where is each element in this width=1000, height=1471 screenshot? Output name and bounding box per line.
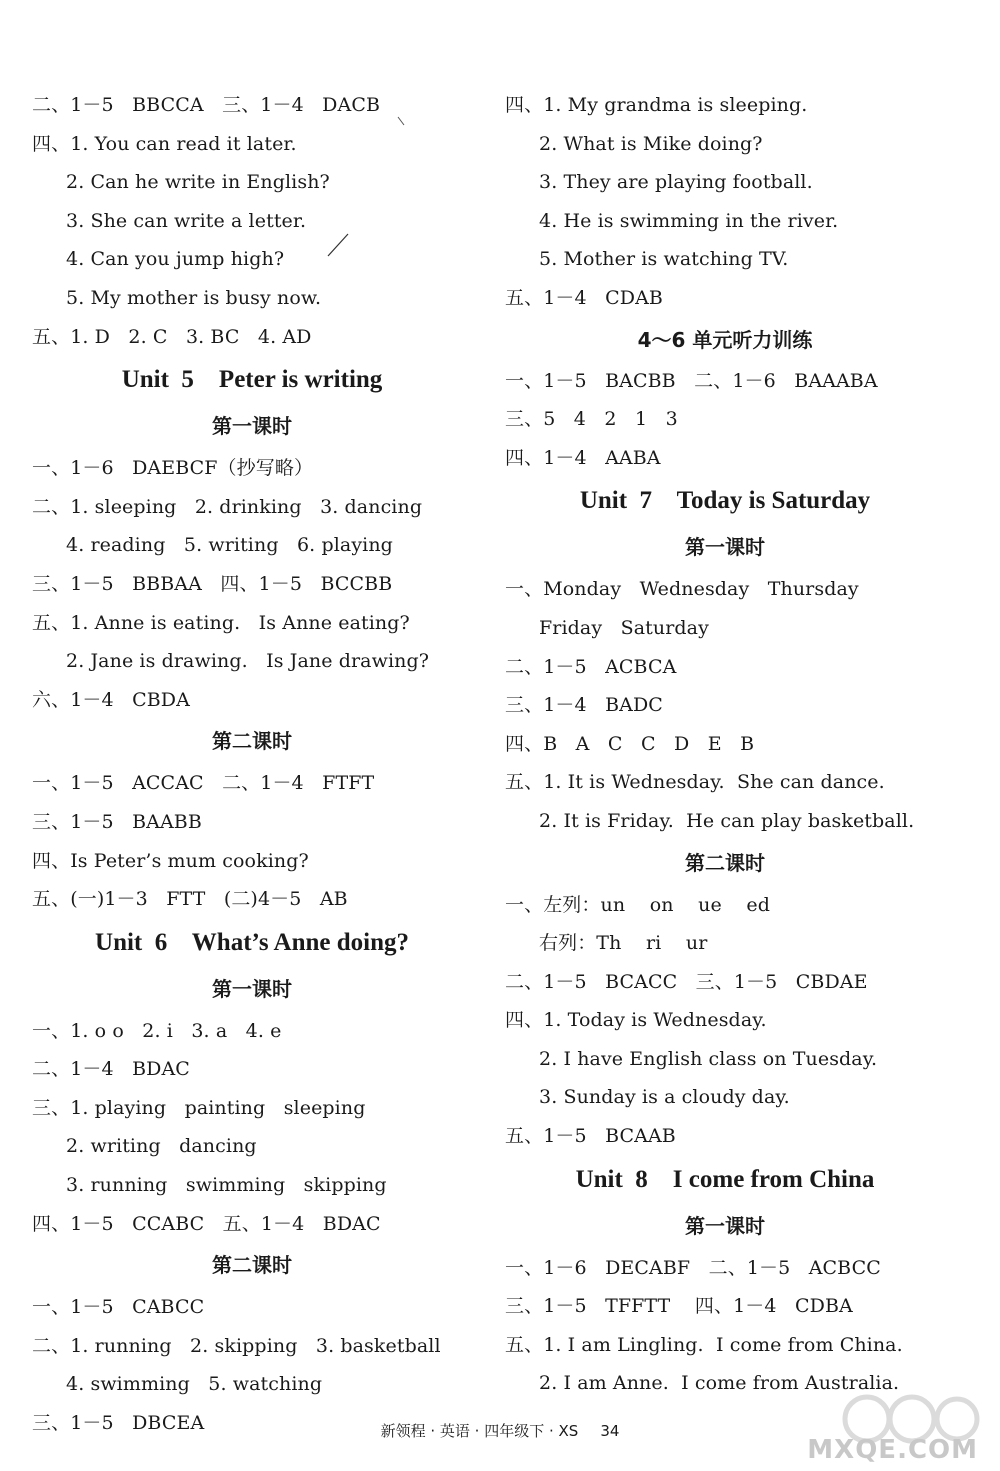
- answer-line: 五、1. I am Lingling. I come from China.: [505, 1333, 903, 1356]
- answer-line: 2. I have English class on Tuesday.: [539, 1047, 878, 1070]
- unit-heading: Unit 6 What’s Anne doing?: [95, 928, 409, 956]
- answer-line: 一、1. o o 2. i 3. a 4. e: [32, 1019, 282, 1042]
- answer-line: 3. They are playing football.: [539, 171, 813, 194]
- answer-line: 3. Sunday is a cloudy day.: [539, 1086, 790, 1109]
- answer-line: 2. What is Mike doing?: [539, 132, 763, 155]
- answer-line: 五、1. Anne is eating. Is Anne eating?: [32, 611, 410, 634]
- answer-line: 三、1－5 BBBAA 四、1－5 BCCBB: [32, 572, 393, 595]
- answer-line: 四、Is Peter’s mum cooking?: [32, 849, 309, 872]
- answer-line: 2. writing dancing: [66, 1135, 257, 1158]
- answer-line: 三、1－5 TFFTT 四、1－4 CDBA: [505, 1295, 853, 1318]
- answer-line: 3. running swimming skipping: [66, 1174, 387, 1197]
- answer-line: 4. He is swimming in the river.: [539, 209, 839, 232]
- answer-line: 三、1－5 BAABB: [32, 810, 202, 833]
- answer-line: 五、1. It is Wednesday. She can dance.: [505, 771, 885, 794]
- answer-line: 2. Can he write in English?: [66, 171, 330, 194]
- answer-line: 二、1. sleeping 2. drinking 3. dancing: [32, 495, 423, 518]
- answer-line: 一、1－5 CABCC: [32, 1296, 205, 1319]
- answer-line: 四、B A C C D E B: [505, 732, 755, 755]
- unit-heading: Unit 7 Today is Saturday: [579, 487, 871, 515]
- answer-line: 一、Monday Wednesday Thursday: [505, 578, 859, 601]
- answer-line: 4. Can you jump high?: [66, 248, 285, 271]
- lesson-heading: 第一课时: [212, 976, 292, 1001]
- right-column: [505, 86, 945, 1403]
- answer-line: 3. She can write a letter.: [66, 209, 307, 232]
- answer-line: 四、1. Today is Wednesday.: [505, 1009, 767, 1032]
- answer-line: 一、1－6 DAEBCF（抄写略）: [32, 457, 314, 480]
- answer-line: 三、5 4 2 1 3: [505, 408, 678, 431]
- answer-line: 三、1－4 BADC: [505, 694, 663, 717]
- answer-line: 一、1－6 DECABF 二、1－5 ACBCC: [505, 1256, 881, 1279]
- answer-line: 六、1－4 CBDA: [32, 688, 190, 711]
- answer-line: 右列：Th ri ur: [539, 932, 708, 955]
- answer-line: 5. My mother is busy now.: [66, 286, 322, 309]
- answer-line: 4. reading 5. writing 6. playing: [66, 534, 393, 557]
- answer-line: 二、1－5 ACBCA: [505, 655, 677, 678]
- answer-line: 4. swimming 5. watching: [66, 1373, 323, 1396]
- answer-line: 五、1－4 CDAB: [505, 286, 663, 309]
- answer-line: 四、1. You can read it later.: [32, 132, 297, 155]
- lesson-heading: 第一课时: [685, 1213, 765, 1238]
- answer-line: 二、1. running 2. skipping 3. basketball: [32, 1334, 441, 1357]
- answer-line: 2. It is Friday. He can play basketball.: [539, 809, 915, 832]
- watermark-text: MXQE.COM: [807, 1435, 978, 1465]
- answer-line: 五、1. D 2. C 3. BC 4. AD: [32, 325, 312, 348]
- answer-line: 四、1－5 CCABC 五、1－4 BDAC: [32, 1212, 381, 1235]
- unit-heading: Unit 8 I come from China: [575, 1165, 875, 1193]
- footer-title: 新领程 · 英语 · 四年级下 · XS: [380, 1422, 579, 1440]
- answer-line: 三、1－5 DBCEA: [32, 1412, 205, 1435]
- answer-line: 2. I am Anne. I come from Australia.: [539, 1372, 900, 1395]
- answer-line: 5. Mother is watching TV.: [539, 248, 789, 271]
- answer-line: 二、1－5 BBCCA 三、1－4 DACB: [32, 94, 381, 116]
- unit-heading: Unit 5 Peter is writing: [121, 366, 383, 394]
- answer-line: Friday Saturday: [539, 616, 709, 639]
- lesson-heading: 第二课时: [212, 1253, 292, 1278]
- answer-line: 2. Jane is drawing. Is Jane drawing?: [66, 650, 430, 673]
- left-column: [32, 86, 472, 1443]
- pen-stroke-mark: [396, 115, 406, 127]
- answer-line: 二、1－4 BDAC: [32, 1058, 190, 1081]
- lesson-heading: 第一课时: [685, 535, 765, 560]
- lesson-heading: 第一课时: [212, 414, 292, 439]
- answer-line: 一、1－5 BACBB 二、1－6 BAAABA: [505, 369, 878, 392]
- answer-line: 四、1－4 AABA: [505, 446, 661, 469]
- answer-line: 五、1－5 BCAAB: [505, 1125, 676, 1148]
- answer-line: 一、左列：un on ue ed: [505, 893, 771, 916]
- answer-line: 一、1－5 ACCAC 二、1－4 FTFT: [32, 772, 375, 795]
- answer-line: 四、1. My grandma is sleeping.: [505, 94, 808, 116]
- answer-line: 三、1. playing painting sleeping: [32, 1096, 366, 1119]
- pen-stroke-mark: [326, 232, 350, 258]
- listening-heading: 4～6 单元听力训练: [637, 327, 813, 352]
- page-number: 34: [600, 1422, 620, 1440]
- lesson-heading: 第二课时: [212, 729, 292, 754]
- answer-line: 五、(一)1－3 FTT (二)4－5 AB: [32, 888, 348, 911]
- lesson-heading: 第二课时: [685, 850, 765, 875]
- answer-line: 二、1－5 BCACC 三、1－5 CBDAE: [505, 970, 868, 993]
